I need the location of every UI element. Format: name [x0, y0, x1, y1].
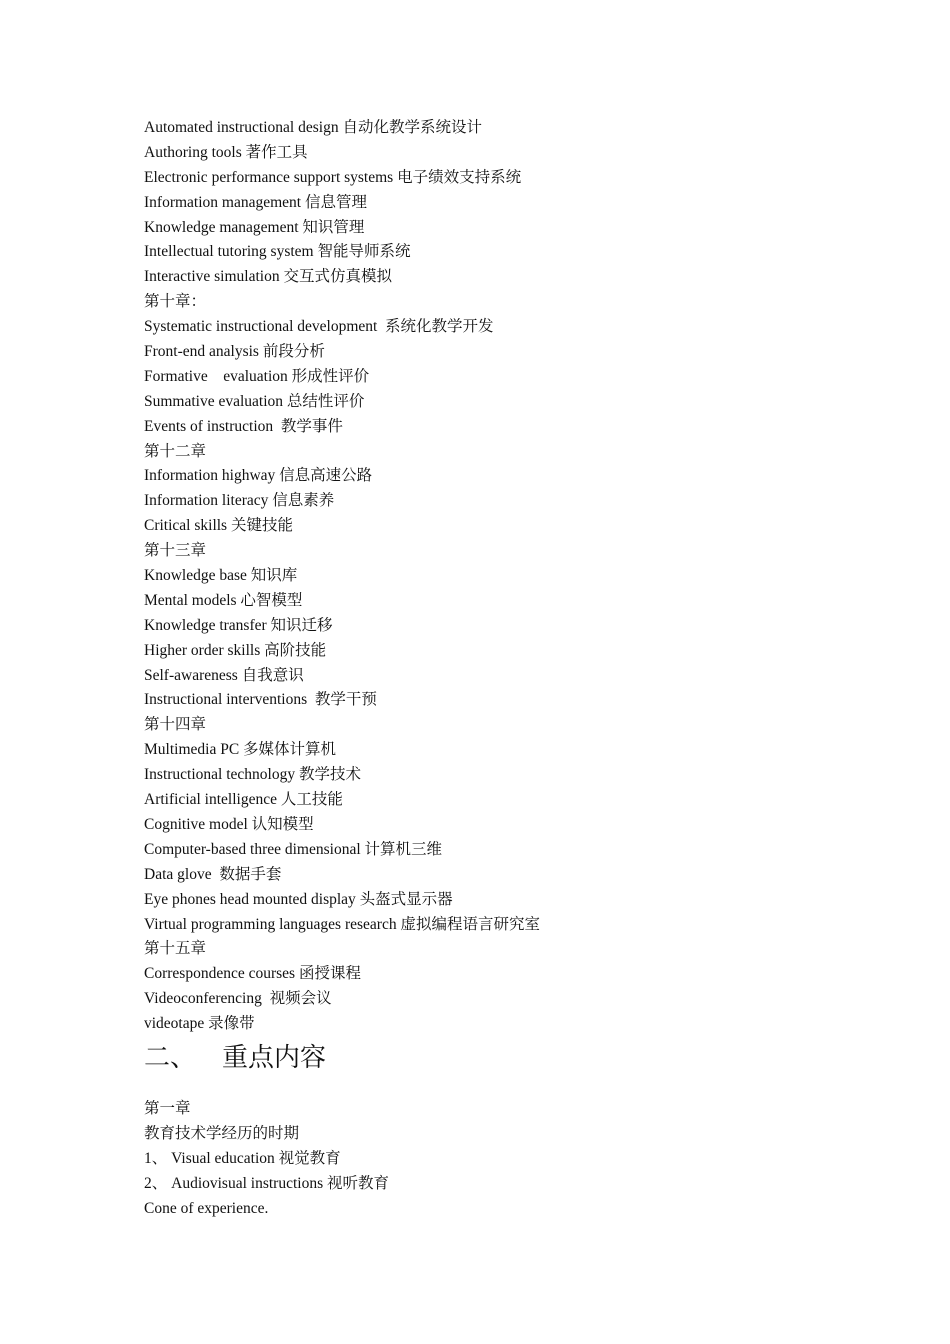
glossary-line: Summative evaluation 总结性评价 [144, 392, 365, 410]
glossary-line: Data glove 数据手套 [144, 865, 282, 883]
glossary-list [144, 116, 844, 1037]
content-line: 教育技术学经历的时期 [144, 1124, 300, 1142]
content-line: 1、 Visual education 视觉教育 [144, 1149, 341, 1167]
document-page [144, 116, 844, 1221]
glossary-line: Instructional technology 教学技术 [144, 766, 361, 784]
content-line: Cone of experience. [144, 1199, 269, 1217]
glossary-line: Information highway 信息高速公路 [144, 467, 373, 485]
glossary-line: 第十四章 [144, 716, 207, 734]
glossary-line: Virtual programming languages research 虚拟编程语言研究室 [144, 915, 540, 933]
glossary-line: Events of instruction 教学事件 [144, 417, 343, 435]
glossary-line: Self-awareness 自我意识 [144, 666, 304, 684]
glossary-line: Cognitive model 认知模型 [144, 815, 314, 833]
glossary-line: Information literacy 信息素养 [144, 492, 335, 510]
glossary-line: 第十章： [144, 293, 207, 311]
glossary-line: Knowledge transfer 知识迁移 [144, 616, 333, 634]
glossary-line: Authoring tools 著作工具 [144, 143, 308, 161]
glossary-line: Instructional interventions 教学干预 [144, 691, 377, 709]
glossary-line: Front-end analysis 前段分析 [144, 343, 325, 361]
glossary-line: videotape 录像带 [144, 1015, 255, 1033]
glossary-line: Critical skills 关键技能 [144, 517, 293, 535]
glossary-line: 第十二章 [144, 442, 207, 460]
glossary-line: Systematic instructional development 系统化教学开发 [144, 318, 494, 336]
glossary-line: Eye phones head mounted display 头盔式显示器 [144, 890, 453, 908]
glossary-line: Intellectual tutoring system 智能导师系统 [144, 243, 411, 261]
glossary-line: 第十三章 [144, 542, 207, 560]
glossary-line: Automated instructional design 自动化教学系统设计 [144, 119, 482, 136]
content-line: 2、 Audiovisual instructions 视听教育 [144, 1174, 389, 1192]
glossary-line: Correspondence courses 函授课程 [144, 965, 361, 983]
glossary-line: Videoconferencing 视频会议 [144, 990, 332, 1008]
glossary-line: Knowledge management 知识管理 [144, 218, 365, 236]
glossary-line: Multimedia PC 多媒体计算机 [144, 741, 337, 759]
key-content-list [144, 1097, 844, 1221]
section-heading: 二、 重点内容 [144, 1042, 327, 1072]
glossary-line: Electronic performance support systems 电子绩效支持系统 [144, 168, 522, 186]
glossary-line: Higher order skills 高阶技能 [144, 641, 327, 659]
glossary-line: Formative evaluation 形成性评价 [144, 367, 370, 385]
glossary-line: Information management 信息管理 [144, 193, 367, 211]
glossary-line: Knowledge base 知识库 [144, 567, 298, 585]
content-line: 第一章 [144, 1099, 191, 1117]
glossary-line: Artificial intelligence 人工技能 [144, 791, 343, 809]
glossary-line: Mental models 心智模型 [144, 591, 303, 609]
glossary-line: 第十五章 [144, 940, 207, 958]
glossary-line: Computer-based three dimensional 计算机三维 [144, 840, 443, 858]
glossary-line: Interactive simulation 交互式仿真模拟 [144, 268, 392, 286]
